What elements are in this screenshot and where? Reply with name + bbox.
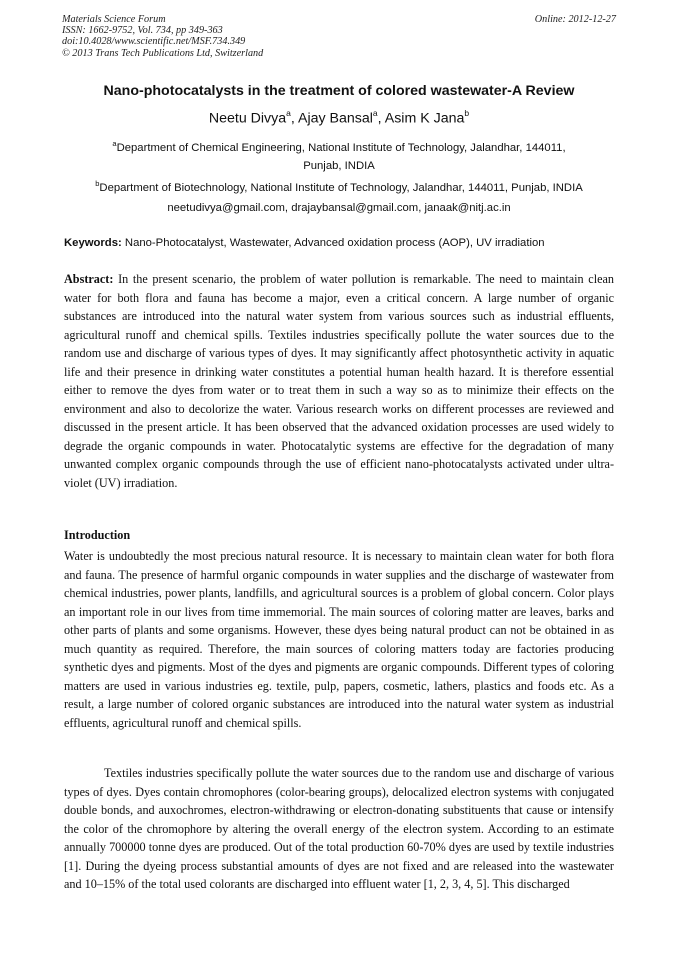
abstract (64, 270, 614, 492)
journal-header (62, 14, 616, 59)
journal-name: Materials Science Forum (62, 14, 166, 25)
doi-line[interactable]: doi:10.4028/www.scientific.net/MSF.734.349 (62, 36, 246, 48)
keywords (64, 237, 616, 249)
introduction-paragraph-1: Water is undoubtedly the most precious natural resource. It is necessary to maintain clean water for both flora and fauna. The presence of harmful organic compounds in water supplies and the discharge of wastewater from chemical industries, power plants, landfills, and agricultural sources is a problem of global concern. Color plays an important role in our lives from time immemorial. The main sources of coloring matter are leaves, barks and other parts of plants and some organisms. However, these dyes being natural product can not be obtained in as much quantity as required. Therefore, the main sources of coloring matters today are factories producing synthetic dyes and pigments. Most of the dyes and pigments are organic compounds. Different types of coloring matters are used in various industries eg. textile, pulp, papers, cosmetic, lathers, plastics and foods etc. As a result, a large number of colored organic substances are introduced into the natural water system as industrial effluents, agricultural runoff and chemical spills. (64, 549, 614, 730)
abstract-text: In the present scenario, the problem of water pollution is remarkable. The need to maintain clean water for both flora and fauna has become a major, even a critical concern. A large number of organic substances are introduced into the natural water system from various sources such as industrial effluents, agricultural runoff and chemical spills. Textiles industries specifically pollute the water sources due to the random use and discharge of various types of dyes. It may significantly affect photosynthetic activity in aquatic life and their presence in drinking water constitutes a potential human health hazard. It is therefore essential either to remove the dyes from water or to treat them in such a way so as to minimize their effects on the environment and also to decolorize the water. Various research works on different processes are reviewed and discussed in the present article. It has been observed that the advanced oxidation processes are used widely to degrade the organic compounds in water. Photocatalytic systems are effective for the degradation of many unwanted complex organic compounds through the use of efficient nano-photocatalysts activated under ultra-violet (UV) irradiation. (64, 272, 614, 490)
introduction-heading: Introduction (64, 528, 131, 542)
author-emails[interactable]: neetudivya@gmail.com, drajaybansal@gmail.com, janaak@nitj.ac.in (167, 202, 511, 214)
abstract-label: Abstract: (64, 272, 114, 286)
author-affiliation-mark: a (372, 108, 378, 118)
author-affiliation-mark: a (286, 108, 291, 118)
introduction-paragraph-2: Textiles industries specifically pollute the water sources due to the random use and discharge of various types of dyes. Dyes contain chromophores (color-bearing groups), delocalized electron systems with conjugated double bonds, and auxochromes, electron-withdrawing or electron-donating substituents that cause or intensify the color of the chromophore by altering the overall energy of the electron system. According to an estimate annually 700000 tonne dyes are produced. Out of the total production 60-70% dyes are used by textile industries [1]. During the dyeing process substantial amounts of dyes are not fixed and are released into the wastewater and 10–15% of the total used colorants are discharged into effluent water [1, 2, 3, 4, 5]. This discharged (64, 766, 614, 891)
keywords-label: Keywords: (64, 237, 122, 249)
paper-title: Nano-photocatalysts in the treatment of colored wastewater-A Review (103, 83, 575, 99)
affiliation-b: $^b$Department of Biotechnology, National Institute of Technology, Jalandhar, 144011, Punjab, INDIA (95, 179, 583, 194)
author-list: Neetu Divya$^a$, Ajay Bansal$^a$, Asim K Jana$^b$ (208, 108, 470, 127)
keywords-text: Nano-Photocatalyst, Wastewater, Advanced oxidation process (AOP), UV irradiation (121, 237, 545, 249)
copyright-line: © 2013 Trans Tech Publications Ltd, Switzerland (62, 47, 264, 59)
issn-line: ISSN: 1662-9752, Vol. 734, pp 349-363 (62, 25, 223, 37)
online-date: Online: 2012-12-27 (534, 14, 616, 25)
author-affiliation-mark: b (464, 108, 470, 118)
author-name: Asim K Jana (384, 110, 465, 127)
affiliation-a: $^a$Department of Chemical Engineering, National Institute of Technology, Jalandhar, 144011, Punjab, INDIA (112, 139, 566, 172)
author-name: Neetu Divya (208, 110, 287, 127)
author-name: Ajay Bansal (297, 110, 373, 127)
